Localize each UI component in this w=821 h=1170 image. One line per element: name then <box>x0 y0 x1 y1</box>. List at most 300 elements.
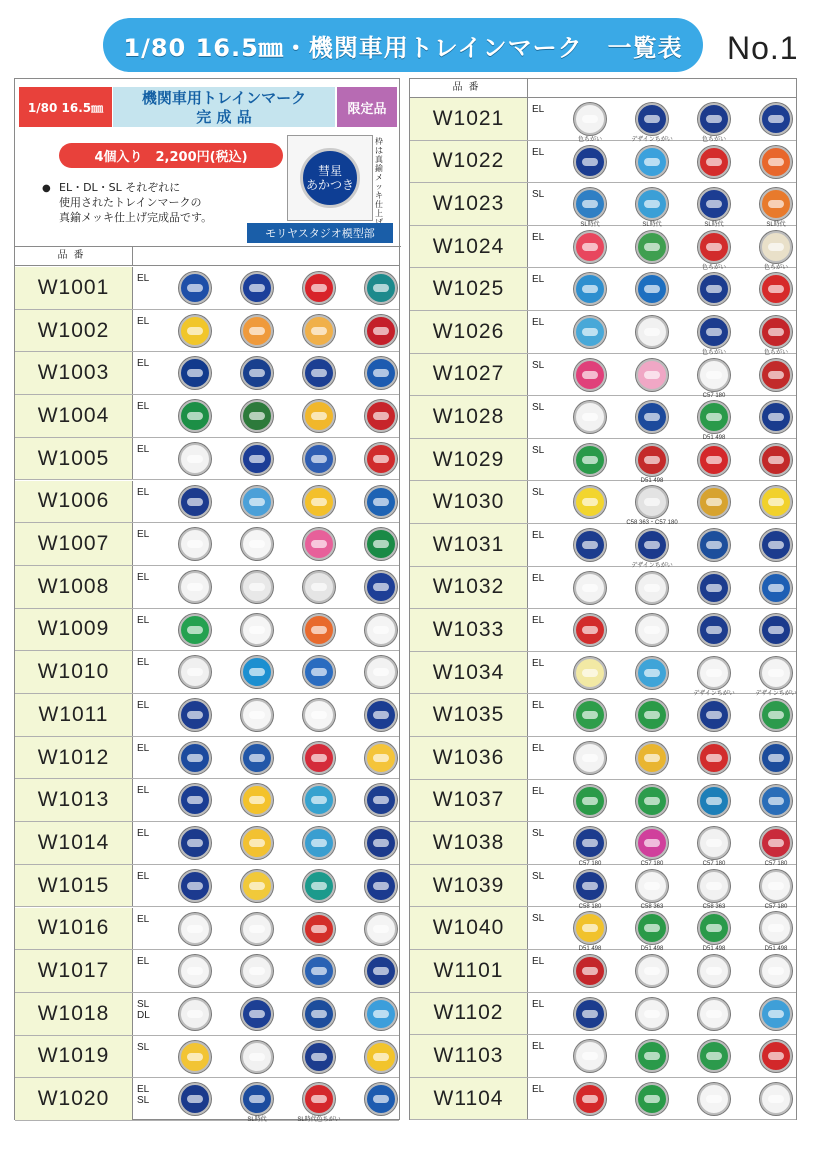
mark-emblem <box>373 540 389 548</box>
train-mark-icon <box>698 572 730 604</box>
left-column <box>14 78 400 1124</box>
locomotive-type: SL DL <box>137 998 150 1021</box>
product-code: W1001 <box>15 267 133 309</box>
mark-emblem <box>644 626 660 634</box>
mark-emblem <box>187 839 203 847</box>
mark-emblem <box>187 540 203 548</box>
train-marks <box>133 438 399 480</box>
train-mark-icon <box>636 955 668 987</box>
train-marks <box>528 950 796 992</box>
mark-emblem <box>644 158 660 166</box>
locomotive-type: EL <box>137 614 150 626</box>
sample-train-mark <box>300 148 360 208</box>
train-mark-icon <box>303 400 335 432</box>
locomotive-type: EL <box>532 785 545 797</box>
mark-emblem <box>706 924 722 932</box>
mark-caption: C58 363 <box>640 903 664 910</box>
locomotive-type: EL <box>137 315 150 327</box>
train-mark-icon <box>303 528 335 560</box>
locomotive-type: EL <box>532 956 545 967</box>
mark-emblem <box>582 797 598 805</box>
mark-caption: C57 180 <box>640 861 664 868</box>
product-code: W1039 <box>410 865 528 907</box>
locomotive-type: EL SL <box>137 1084 150 1107</box>
product-row <box>410 609 796 652</box>
limited-badge: 限定品 <box>337 87 397 127</box>
mark-emblem <box>582 967 598 975</box>
product-title-line1: 機関車用トレインマーク <box>141 89 307 107</box>
mark-emblem <box>582 115 598 123</box>
train-mark-icon <box>241 955 273 987</box>
train-mark-icon <box>365 699 397 731</box>
train-mark-icon <box>303 272 335 304</box>
train-mark-icon <box>241 656 273 688</box>
train-mark-icon <box>760 1083 792 1115</box>
mark-emblem <box>249 327 265 335</box>
train-mark-icon <box>636 103 668 135</box>
locomotive-type: EL <box>137 486 150 498</box>
locomotive-type: EL <box>532 317 545 328</box>
product-code: W1019 <box>15 1036 133 1078</box>
mark-emblem <box>249 455 265 463</box>
train-mark-icon <box>760 444 792 476</box>
train-marks <box>528 907 796 953</box>
mark-emblem <box>373 882 389 890</box>
train-mark-icon <box>698 699 730 731</box>
locomotive-type: EL <box>137 828 150 840</box>
mark-emblem <box>644 584 660 592</box>
mark-emblem <box>373 967 389 975</box>
train-mark-icon <box>179 400 211 432</box>
train-mark-icon <box>179 827 211 859</box>
mark-emblem <box>644 115 660 123</box>
mark-emblem <box>311 412 327 420</box>
train-mark-icon <box>179 614 211 646</box>
mark-emblem <box>644 711 660 719</box>
product-row <box>410 822 796 868</box>
mark-emblem <box>768 1010 784 1018</box>
mark-emblem <box>187 1010 203 1018</box>
train-mark-icon <box>179 955 211 987</box>
mark-emblem <box>373 668 389 676</box>
product-code: W1003 <box>15 352 133 394</box>
product-row <box>410 567 796 610</box>
train-mark-icon <box>760 572 792 604</box>
mark-emblem <box>768 882 784 890</box>
train-mark-icon <box>179 486 211 518</box>
locomotive-type: EL <box>532 743 545 754</box>
train-marks <box>133 651 399 693</box>
train-mark-icon <box>365 315 397 347</box>
mark-emblem <box>311 882 327 890</box>
train-mark-icon <box>179 443 211 475</box>
product-description: EL・DL・SL それぞれに 使用されたトレインマークの 真鍮メッキ仕上げ完成品です。 <box>59 181 213 224</box>
train-mark-icon <box>365 571 397 603</box>
train-mark-icon <box>698 955 730 987</box>
product-row <box>410 354 796 397</box>
mark-emblem <box>706 839 722 847</box>
product-code: W1034 <box>410 652 528 694</box>
mark-caption: 色ちがい <box>577 137 602 143</box>
product-row <box>15 481 399 524</box>
train-mark-icon <box>636 1083 668 1115</box>
product-row <box>410 865 796 908</box>
mark-emblem <box>706 584 722 592</box>
scale-label: 1/80 16.5㎜ <box>19 87 112 127</box>
train-mark-icon <box>365 784 397 816</box>
left-column-header <box>15 247 399 266</box>
train-marks <box>133 352 399 394</box>
train-mark-icon <box>574 955 606 987</box>
mark-emblem <box>768 1052 784 1060</box>
mark-emblem <box>311 796 327 804</box>
mark-emblem <box>706 1010 722 1018</box>
mark-emblem <box>706 1052 722 1060</box>
locomotive-type: EL <box>137 443 150 455</box>
train-mark-icon <box>636 657 668 689</box>
train-mark-icon <box>698 103 730 135</box>
product-row <box>410 780 796 823</box>
product-title-line2: 完 成 品 <box>196 108 252 126</box>
mark-emblem <box>644 200 660 208</box>
product-code: W1031 <box>410 524 528 566</box>
mark-emblem <box>582 584 598 592</box>
product-code: W1005 <box>15 438 133 480</box>
train-mark-icon <box>698 273 730 305</box>
mark-emblem <box>644 413 660 421</box>
mark-emblem <box>582 371 598 379</box>
locomotive-type: EL <box>137 913 150 925</box>
train-mark-icon <box>760 827 792 859</box>
train-mark-icon <box>760 529 792 561</box>
train-mark-icon <box>636 188 668 220</box>
train-mark-icon <box>365 827 397 859</box>
mark-emblem <box>706 328 722 336</box>
locomotive-type: SL <box>532 870 545 882</box>
product-row <box>410 737 796 780</box>
mark-emblem <box>187 754 203 762</box>
product-code: W1029 <box>410 439 528 481</box>
product-code: W1025 <box>410 268 528 310</box>
product-code: W1102 <box>410 993 528 1035</box>
mark-emblem <box>373 1053 389 1061</box>
mark-emblem <box>768 967 784 975</box>
product-row <box>410 439 796 482</box>
mark-emblem <box>249 882 265 890</box>
train-marks <box>528 396 796 442</box>
mark-emblem <box>644 754 660 762</box>
train-mark-icon <box>574 444 606 476</box>
mark-emblem <box>187 882 203 890</box>
train-mark-icon <box>574 188 606 220</box>
mark-emblem <box>644 797 660 805</box>
product-row <box>15 865 399 908</box>
product-code: W1103 <box>410 1035 528 1077</box>
mark-emblem <box>249 668 265 676</box>
train-mark-icon <box>698 657 730 689</box>
mark-emblem <box>187 455 203 463</box>
locomotive-type: EL <box>532 998 545 1010</box>
train-marks <box>528 141 796 183</box>
sample-note: 枠は真鍮メッキ仕上 <box>375 137 383 218</box>
train-marks <box>133 779 399 821</box>
train-marks <box>133 523 399 565</box>
product-row <box>15 395 399 438</box>
mark-emblem <box>249 284 265 292</box>
train-mark-icon <box>365 870 397 902</box>
product-code: W1027 <box>410 354 528 396</box>
train-mark-icon <box>179 1041 211 1073</box>
mark-emblem <box>249 540 265 548</box>
train-mark-icon <box>698 146 730 178</box>
product-row <box>15 822 399 865</box>
mark-emblem <box>582 243 598 251</box>
train-mark-icon <box>574 572 606 604</box>
mark-caption: C57 180 <box>702 392 726 399</box>
train-mark-icon <box>574 529 606 561</box>
locomotive-type: EL <box>532 1041 545 1053</box>
mark-emblem <box>644 285 660 293</box>
train-marks <box>528 481 796 527</box>
train-mark-icon <box>574 912 606 944</box>
mark-caption: C58 363・C57 180 <box>626 520 678 527</box>
mark-emblem <box>582 1010 598 1018</box>
mark-caption: SL時代 <box>642 222 662 229</box>
train-marks <box>528 524 796 569</box>
train-marks <box>528 183 796 229</box>
locomotive-type: EL <box>137 785 150 797</box>
product-row <box>15 310 399 353</box>
product-row <box>410 1078 796 1121</box>
train-marks <box>133 566 399 608</box>
train-mark-icon <box>698 785 730 817</box>
train-mark-icon <box>760 785 792 817</box>
train-marks <box>133 822 399 864</box>
mark-emblem <box>187 498 203 506</box>
mark-emblem <box>187 369 203 377</box>
train-mark-icon <box>698 486 730 518</box>
mark-emblem <box>768 328 784 336</box>
mark-emblem <box>249 369 265 377</box>
product-code: W1036 <box>410 737 528 779</box>
mark-emblem <box>373 327 389 335</box>
mark-caption: D51 498 <box>702 946 726 953</box>
mark-emblem <box>311 925 327 933</box>
locomotive-type: EL <box>532 615 545 627</box>
product-code: W1033 <box>410 609 528 651</box>
mark-emblem <box>644 1052 660 1060</box>
train-marks <box>528 737 796 779</box>
train-mark-icon <box>698 529 730 561</box>
train-mark-icon <box>760 401 792 433</box>
mark-emblem <box>582 456 598 464</box>
train-mark-icon <box>303 614 335 646</box>
train-mark-icon <box>303 742 335 774</box>
train-mark-icon <box>760 998 792 1030</box>
train-mark-icon <box>636 742 668 774</box>
train-marks <box>133 694 399 736</box>
train-mark-icon <box>241 742 273 774</box>
train-mark-icon <box>303 486 335 518</box>
mark-caption: D51 498 <box>640 946 664 953</box>
train-mark-icon <box>574 146 606 178</box>
train-mark-icon <box>241 699 273 731</box>
mark-emblem <box>249 796 265 804</box>
train-marks <box>133 310 399 352</box>
train-mark-icon <box>698 870 730 902</box>
mark-caption: C58 363 <box>702 903 726 910</box>
train-mark-icon <box>241 998 273 1030</box>
mark-emblem <box>706 967 722 975</box>
product-code: W1038 <box>410 822 528 864</box>
train-mark-icon <box>365 998 397 1030</box>
right-column-header <box>410 79 796 98</box>
train-mark-icon <box>303 913 335 945</box>
mark-emblem <box>582 669 598 677</box>
train-mark-icon <box>303 571 335 603</box>
mark-emblem <box>706 498 722 506</box>
train-mark-icon <box>241 400 273 432</box>
column-header-code: 品番 <box>410 79 528 97</box>
mark-emblem <box>311 626 327 634</box>
product-code: W1024 <box>410 226 528 268</box>
train-mark-icon <box>636 1040 668 1072</box>
mark-emblem <box>706 797 722 805</box>
mark-emblem <box>768 541 784 549</box>
mark-emblem <box>706 456 722 464</box>
train-mark-icon <box>303 699 335 731</box>
page-title: 1/80 16.5㎜・機関車用トレインマーク 一覧表 <box>103 18 703 72</box>
mark-emblem <box>582 882 598 890</box>
train-mark-icon <box>303 955 335 987</box>
product-code: W1035 <box>410 694 528 736</box>
product-row <box>410 1035 796 1078</box>
mark-emblem <box>706 371 722 379</box>
product-code: W1030 <box>410 481 528 523</box>
train-marks <box>528 268 796 310</box>
train-mark-icon <box>574 103 606 135</box>
mark-emblem <box>187 284 203 292</box>
product-row <box>15 737 399 780</box>
locomotive-type: EL <box>532 700 545 712</box>
locomotive-type: EL <box>532 572 545 584</box>
product-code: W1022 <box>410 141 528 183</box>
train-marks <box>528 865 796 910</box>
mark-emblem <box>187 583 203 591</box>
product-code: W1007 <box>15 523 133 565</box>
train-marks <box>528 567 796 609</box>
mark-emblem <box>373 839 389 847</box>
train-mark-icon <box>636 529 668 561</box>
mark-emblem <box>768 243 784 251</box>
train-marks <box>133 1078 399 1124</box>
column-header-code: 品番 <box>15 247 133 265</box>
train-mark-icon <box>574 401 606 433</box>
product-row <box>410 98 796 141</box>
mark-caption: デザインちがい <box>631 563 673 569</box>
train-mark-icon <box>636 231 668 263</box>
mark-caption: SL時代 <box>247 1117 267 1124</box>
product-code: W1009 <box>15 609 133 651</box>
product-row <box>15 694 399 737</box>
train-mark-icon <box>179 571 211 603</box>
mark-emblem <box>311 668 327 676</box>
mark-emblem <box>311 583 327 591</box>
train-marks <box>528 1078 796 1120</box>
product-row <box>15 651 399 694</box>
mark-emblem <box>373 754 389 762</box>
mark-caption: SL時代 <box>704 222 724 229</box>
mark-emblem <box>187 796 203 804</box>
product-row <box>15 1078 399 1124</box>
train-mark-icon <box>760 1040 792 1072</box>
train-mark-icon <box>179 998 211 1030</box>
mark-emblem <box>311 1095 327 1103</box>
mark-emblem <box>373 412 389 420</box>
mark-emblem <box>706 541 722 549</box>
product-row <box>15 950 399 993</box>
locomotive-type: SL <box>532 189 545 201</box>
mark-emblem <box>311 839 327 847</box>
mark-caption: 色ちがい <box>763 350 788 356</box>
bullet-icon: ● <box>42 183 51 194</box>
train-mark-icon <box>365 486 397 518</box>
mark-emblem <box>373 498 389 506</box>
mark-emblem <box>582 285 598 293</box>
product-code: W1028 <box>410 396 528 438</box>
mark-emblem <box>582 413 598 421</box>
train-mark-icon <box>241 614 273 646</box>
train-mark-icon <box>179 357 211 389</box>
mark-emblem <box>187 327 203 335</box>
mark-emblem <box>187 412 203 420</box>
train-mark-icon <box>760 742 792 774</box>
mark-emblem <box>311 498 327 506</box>
mark-caption: D51 498 <box>640 477 664 484</box>
mark-emblem <box>373 455 389 463</box>
train-mark-icon <box>760 955 792 987</box>
product-code: W1104 <box>410 1078 528 1120</box>
locomotive-type: EL <box>532 146 545 158</box>
train-mark-icon <box>574 699 606 731</box>
train-mark-icon <box>365 913 397 945</box>
train-mark-icon <box>636 273 668 305</box>
locomotive-type: EL <box>137 273 150 284</box>
locomotive-type: EL <box>137 742 150 754</box>
train-mark-icon <box>365 400 397 432</box>
mark-emblem <box>311 369 327 377</box>
train-mark-icon <box>241 528 273 560</box>
mark-emblem <box>582 498 598 506</box>
mark-emblem <box>644 243 660 251</box>
mark-emblem <box>644 1010 660 1018</box>
mark-emblem <box>373 583 389 591</box>
train-mark-icon <box>241 486 273 518</box>
train-mark-icon <box>303 357 335 389</box>
mark-emblem <box>582 754 598 762</box>
train-mark-icon <box>698 827 730 859</box>
train-mark-icon <box>179 1083 211 1115</box>
mark-emblem <box>768 1095 784 1103</box>
product-promo <box>15 79 401 247</box>
train-mark-icon <box>574 742 606 774</box>
train-mark-icon <box>636 359 668 391</box>
train-mark-icon <box>241 357 273 389</box>
train-mark-icon <box>365 1041 397 1073</box>
mark-emblem <box>768 797 784 805</box>
mark-emblem <box>187 626 203 634</box>
mark-emblem <box>249 839 265 847</box>
